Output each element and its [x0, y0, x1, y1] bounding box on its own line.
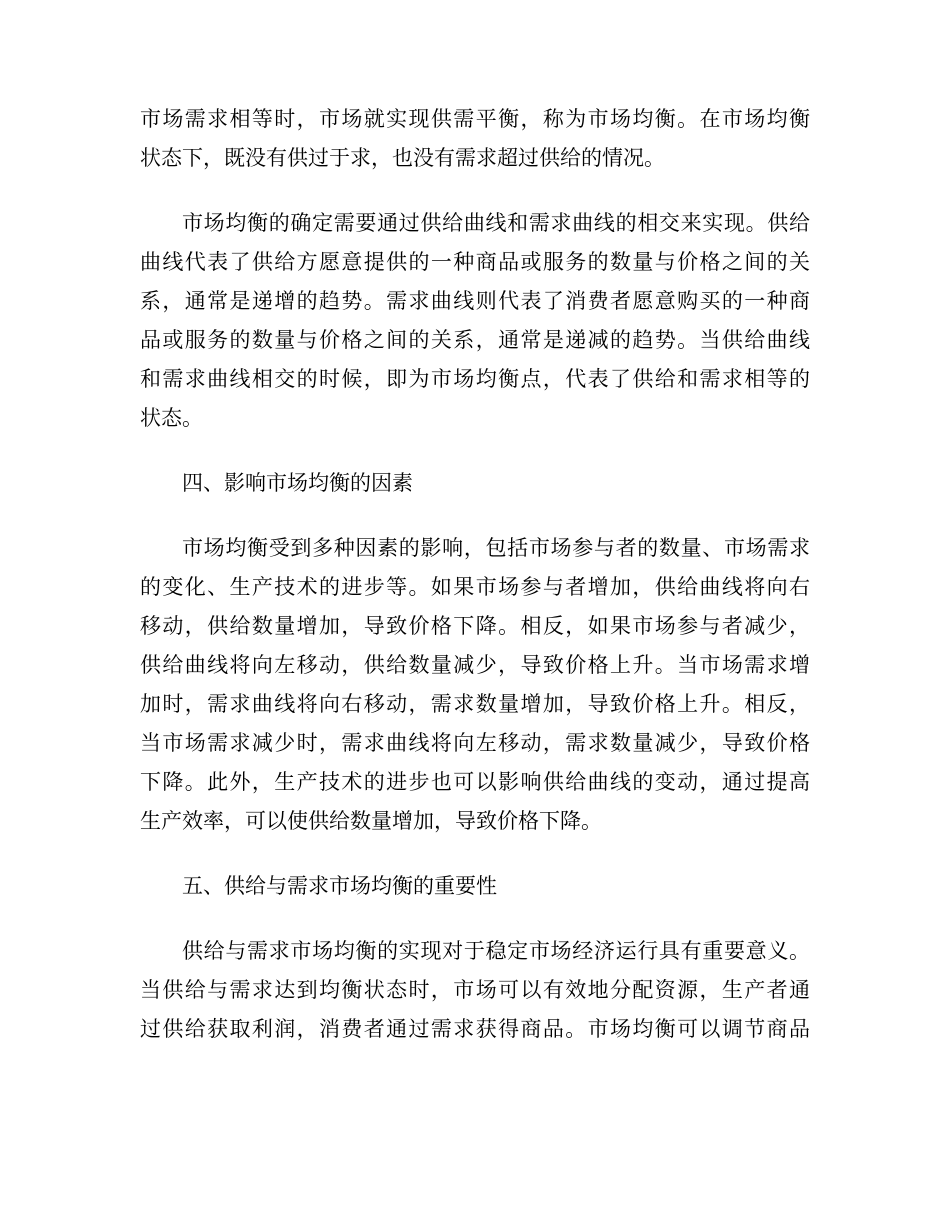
paragraph-equilibrium-determination — [140, 204, 810, 438]
text-line: 市场均衡受到多种因素的影响，包括市场参与者的数量、市场需求 — [182, 536, 810, 560]
section-heading-importance: 五、供给与需求市场均衡的重要性 — [182, 874, 497, 898]
text-line: 当市场需求减少时，需求曲线将向左移动，需求数量减少，导致价格 — [140, 731, 810, 755]
section-heading-factors: 四、影响市场均衡的因素 — [182, 471, 413, 495]
text-line: 状态下，既没有供过于求，也没有需求超过供给的情况。 — [140, 146, 665, 170]
text-line: 状态。 — [140, 406, 203, 430]
text-line: 市场需求相等时，市场就实现供需平衡，称为市场均衡。在市场均衡 — [140, 107, 810, 131]
text-line: 生产效率，可以使供给数量增加，导致价格下降。 — [140, 809, 602, 833]
text-line: 品或服务的数量与价格之间的关系，通常是递减的趋势。当供给曲线 — [140, 328, 810, 352]
text-line: 当供给与需求达到均衡状态时，市场可以有效地分配资源，生产者通 — [140, 978, 810, 1002]
text-line: 过供给获取利润，消费者通过需求获得商品。市场均衡可以调节商品 — [140, 1017, 810, 1041]
paragraph-importance — [140, 932, 810, 1049]
document-body — [140, 100, 810, 1075]
text-line: 供给与需求市场均衡的实现对于稳定市场经济运行具有重要意义。 — [182, 939, 810, 963]
text-line: 下降。此外，生产技术的进步也可以影响供给曲线的变动，通过提高 — [140, 770, 810, 794]
text-line: 供给曲线将向左移动，供给数量减少，导致价格上升。当市场需求增 — [140, 653, 810, 677]
text-line: 系，通常是递增的趋势。需求曲线则代表了消费者愿意购买的一种商 — [140, 289, 810, 313]
text-line: 和需求曲线相交的时候，即为市场均衡点，代表了供给和需求相等的 — [140, 367, 810, 391]
text-line: 市场均衡的确定需要通过供给曲线和需求曲线的相交来实现。供给 — [182, 211, 810, 235]
paragraph-market-equilibrium-definition — [140, 100, 810, 178]
text-line: 曲线代表了供给方愿意提供的一种商品或服务的数量与价格之间的关 — [140, 250, 810, 274]
text-line: 加时，需求曲线将向右移动，需求数量增加，导致价格上升。相反， — [140, 692, 810, 716]
paragraph-influencing-factors — [140, 529, 810, 841]
text-line: 的变化、生产技术的进步等。如果市场参与者增加，供给曲线将向右 — [140, 575, 810, 599]
text-line: 移动，供给数量增加，导致价格下降。相反，如果市场参与者减少， — [140, 614, 810, 638]
